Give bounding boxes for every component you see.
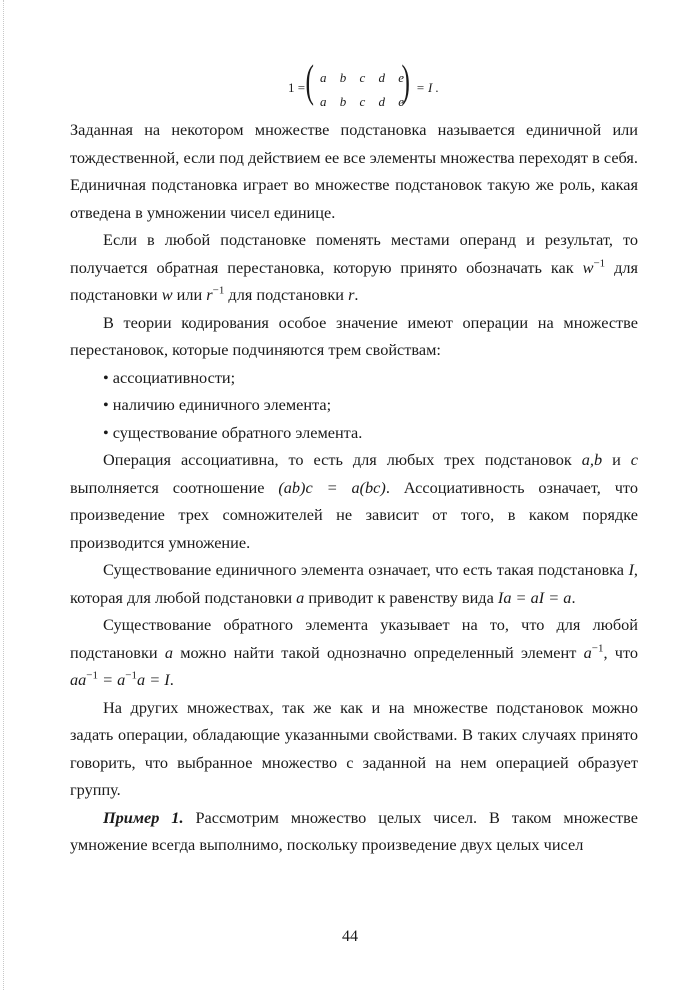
paragraph-inverse: Если в любой подстановке поменять местами операнд и результат, то получается обратная перестановка, которую принято обозначать как $w^{-1}$ для подстановки w или $r^{-1}$ для подстановки r. bbox=[70, 230, 638, 304]
paragraph-inverse-element: Существование обратного элемента указывает на то, что для любой подстановки a можно найти такой однозначно определенный элемент $a^{-1}$, что $aa^{-1} = a^{-1}a = I$. bbox=[70, 615, 638, 689]
list-item: • ассоциативности; bbox=[103, 367, 236, 387]
list-item: • наличию единичного элемента; bbox=[103, 395, 332, 414]
formula-rhs: = I . bbox=[416, 80, 439, 95]
example-label: Пример 1. bbox=[103, 807, 184, 827]
paragraph-groups: На других множествах, так же как и на множестве подстановок можно задать операции, обладающие указанными свойствами. В таких случаях принято говорить, что выбранное множество с заданной на нем операцией образует группу. bbox=[70, 697, 638, 799]
identity-permutation-formula bbox=[70, 52, 638, 116]
document-page bbox=[70, 52, 638, 859]
formula-lhs: 1 = bbox=[288, 80, 306, 95]
paragraph-properties-intro: В теории кодирования особое значение имеют операции на множестве перестановок, которые подчиняются трем свойствам: bbox=[70, 312, 638, 359]
paragraph-example-1: Пример 1. Рассмотрим множество целых чисел. В таком множестве умножение всегда выполнимо, поскольку произведение двух целых чисел bbox=[70, 807, 638, 854]
paragraph-identity: Заданная на некотором множестве подстановка называется единичной или тождественной, если под действием ее все элементы множества переходят в себя. Единичная подстановка играет во множестве подстановок такую же роль, какая отведена в умножении чисел единице. bbox=[70, 120, 638, 222]
paragraph-identity-element: Существование единичного элемента означает, что есть такая подстановка I, которая для любой подстановки a приводит к равенству вида Ia = aI = a. bbox=[70, 560, 638, 607]
matrix-row-2: a b c d e bbox=[320, 94, 405, 109]
matrix-left-paren: ( bbox=[305, 55, 314, 106]
page-edge-dots bbox=[3, 0, 4, 990]
page-number: 44 bbox=[342, 928, 358, 945]
list-item: • существование обратного элемента. bbox=[103, 422, 363, 442]
matrix-row-1: a b c d e bbox=[320, 70, 405, 85]
matrix-right-paren: ) bbox=[401, 55, 410, 106]
paragraph-associativity: Операция ассоциативна, то есть для любых трех подстановок a,b и c выполняется соотношение (ab)c = a(bc). Ассоциативность означает, что произведение трех сомножителей не зависит от того, в каком порядке производится умножение. bbox=[70, 450, 638, 552]
